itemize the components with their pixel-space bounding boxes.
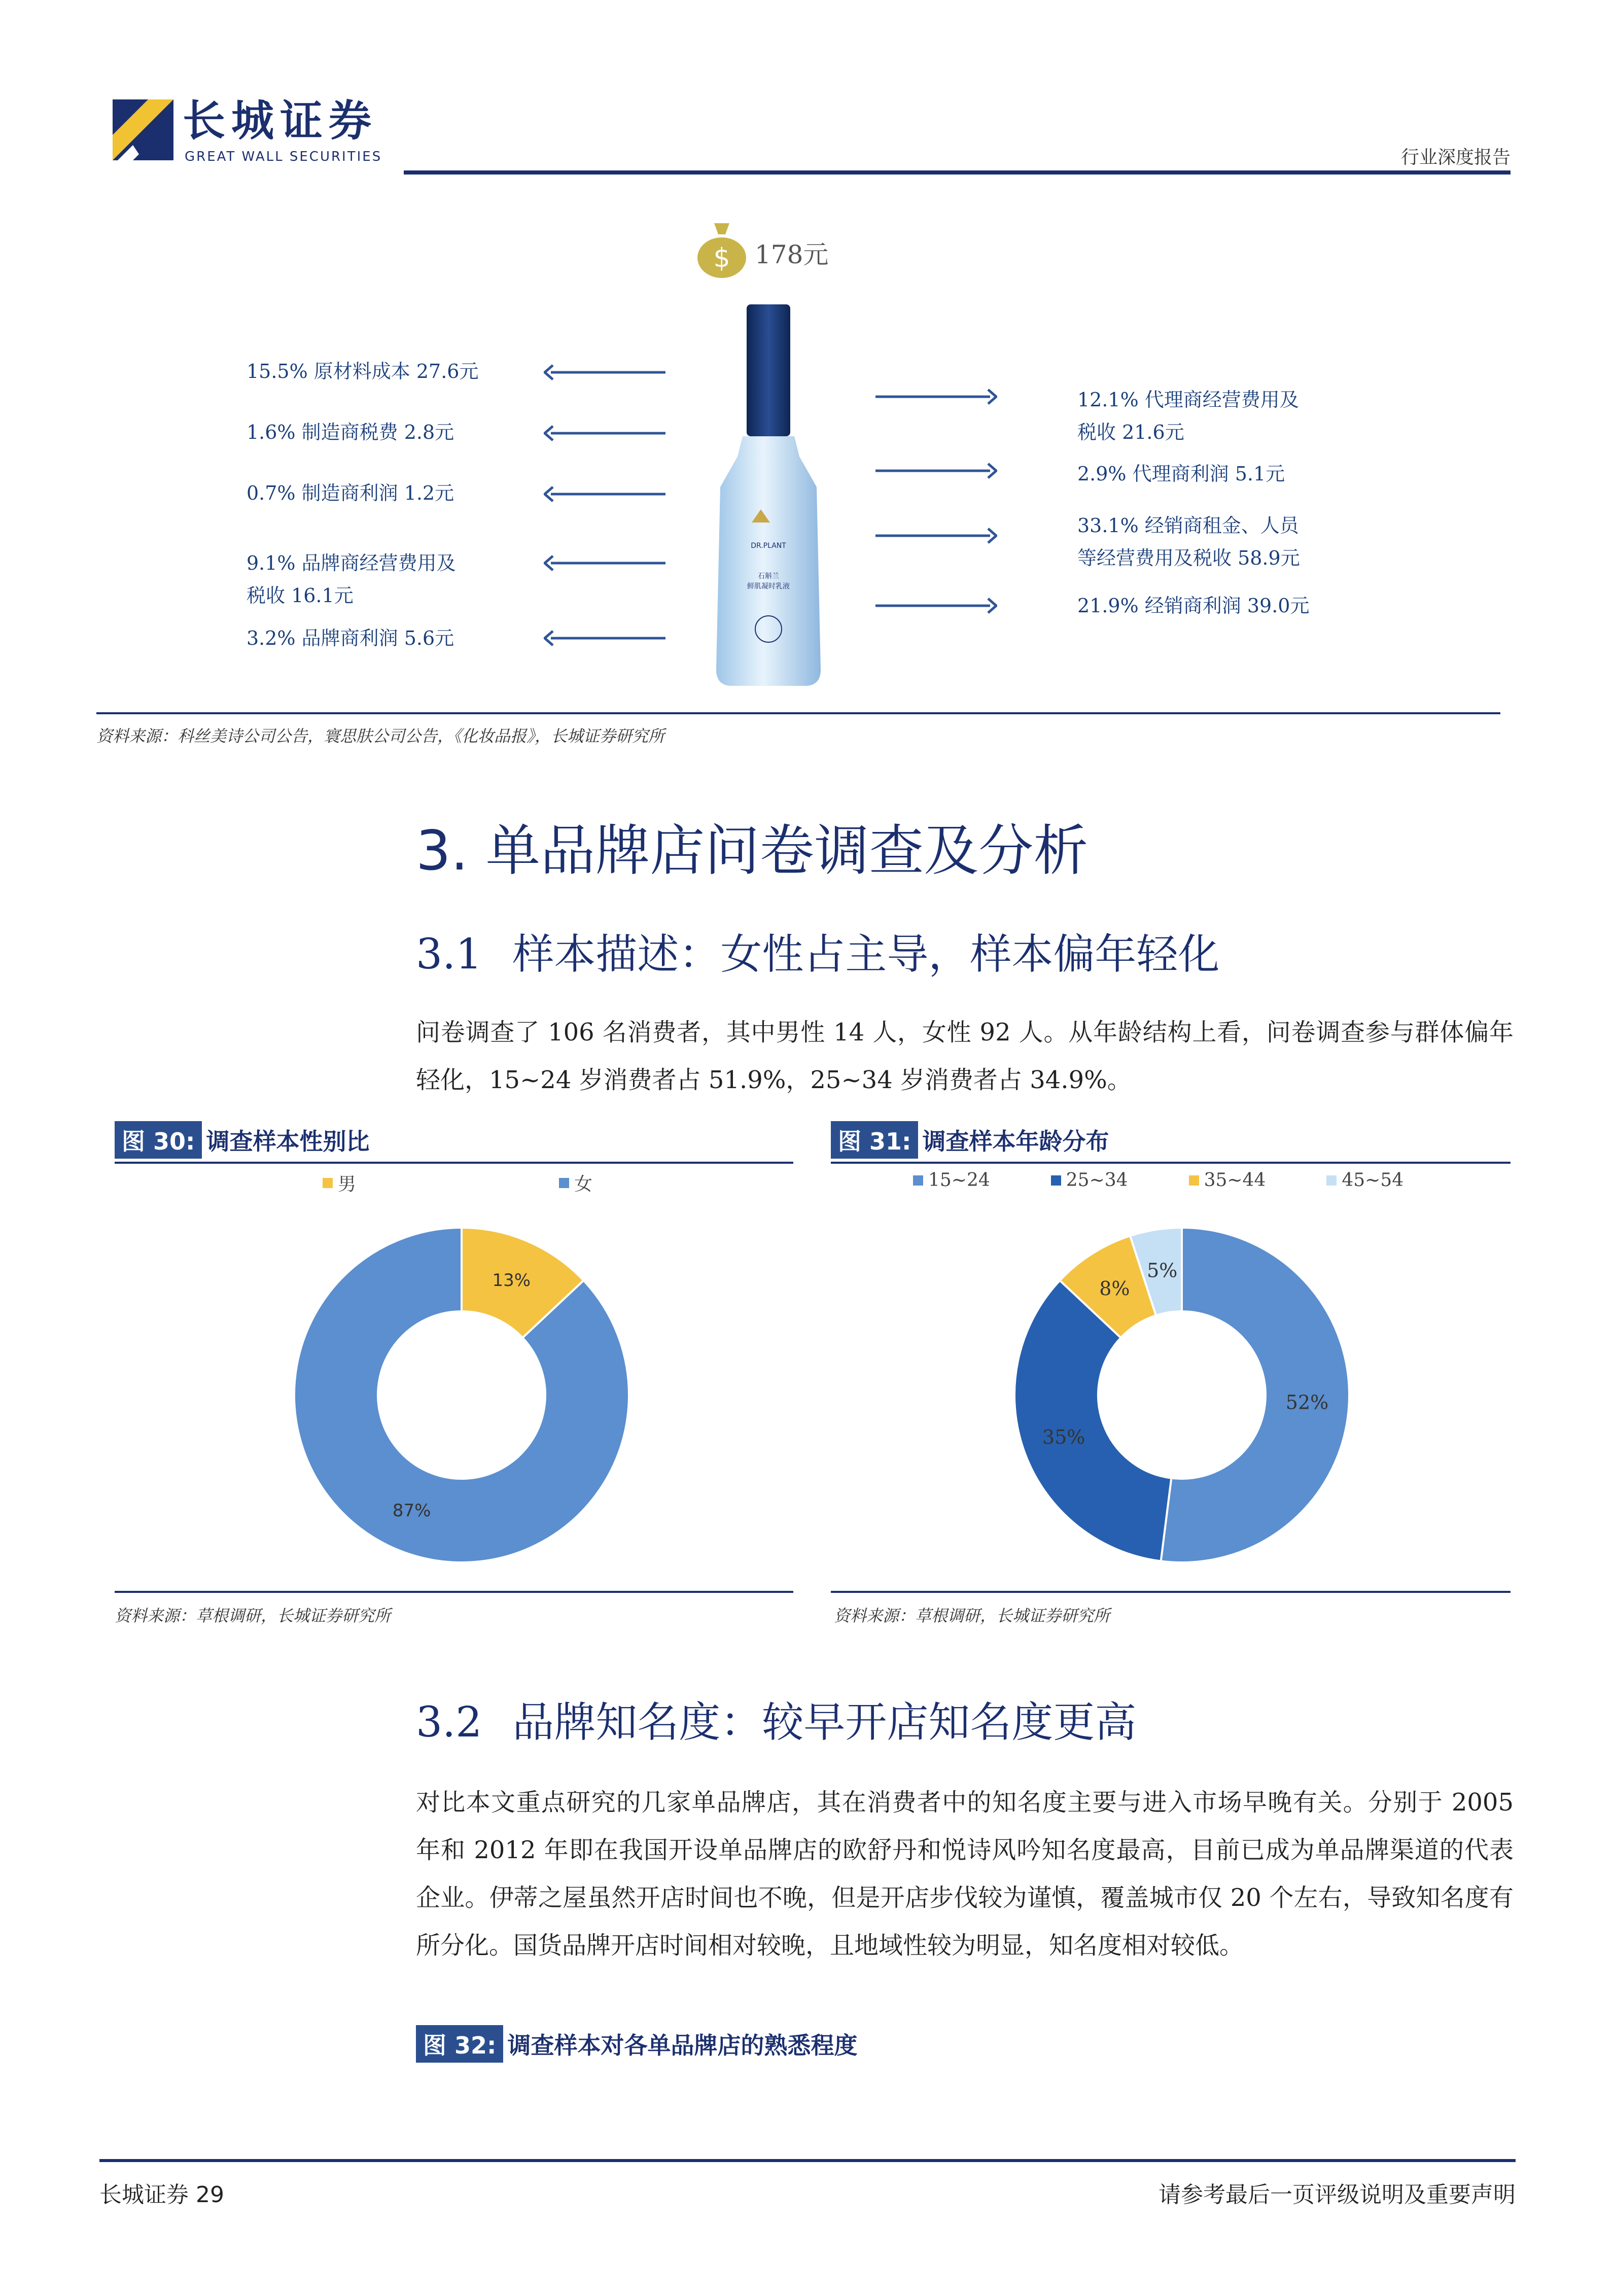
section-3-2-title: 品牌知名度：较早开店知名度更高 bbox=[512, 1698, 1137, 1747]
arrow-left-icon bbox=[544, 628, 665, 648]
section-3-title: 3. 单品牌店问卷调查及分析 bbox=[416, 819, 1089, 883]
figure-30-legend bbox=[323, 1170, 592, 1196]
legend-item-15-24 bbox=[913, 1170, 990, 1191]
footer-divider bbox=[99, 2159, 1516, 2162]
figure-30-source: 资料来源：草根调研，长城证券研究所 bbox=[115, 1606, 391, 1625]
figure-30-title: 调查样本性别比 bbox=[206, 1128, 370, 1155]
section-3-2-heading bbox=[416, 1689, 1136, 1749]
cost-item-left: 1.6% 制造商税费 2.8元 bbox=[247, 421, 454, 443]
age-donut-chart bbox=[1004, 1217, 1359, 1573]
arrow-left-icon bbox=[544, 362, 665, 382]
legend-item-female bbox=[559, 1170, 592, 1196]
gender-donut-chart bbox=[284, 1217, 639, 1573]
price-breakdown-infographic bbox=[0, 203, 1615, 720]
money-bag-icon bbox=[694, 218, 750, 279]
legend-swatch bbox=[1189, 1175, 1199, 1186]
donut-data-label: 13% bbox=[492, 1270, 531, 1291]
cost-item-right: 12.1% 代理商经营费用及 税收 21.6元 bbox=[1077, 389, 1299, 443]
legend-swatch bbox=[913, 1175, 923, 1186]
legend-item-male bbox=[323, 1170, 356, 1196]
section-3-2-number: 3.2 bbox=[416, 1698, 482, 1747]
figure-31-legend bbox=[913, 1170, 1403, 1191]
donut-slice bbox=[1014, 1280, 1171, 1561]
legend-swatch bbox=[559, 1178, 569, 1188]
legend-swatch bbox=[1326, 1175, 1337, 1186]
donut-data-label: 52% bbox=[1285, 1391, 1329, 1414]
cost-item-left: 3.2% 品牌商利润 5.6元 bbox=[247, 627, 454, 649]
figure-32-number: 图 32: bbox=[416, 2025, 503, 2063]
arrow-left-icon bbox=[544, 423, 665, 443]
cost-item-right: 2.9% 代理商利润 5.1元 bbox=[1077, 463, 1285, 485]
legend-item-35-44 bbox=[1189, 1170, 1266, 1191]
legend-label: 男 bbox=[338, 1174, 357, 1195]
donut-data-label: 35% bbox=[1042, 1425, 1085, 1448]
figure-30-label bbox=[115, 1121, 369, 1159]
donut-data-label: 87% bbox=[392, 1501, 431, 1521]
legend-label: 35~44 bbox=[1204, 1170, 1266, 1191]
arrow-right-icon bbox=[875, 596, 997, 616]
arrow-right-icon bbox=[875, 526, 997, 546]
cost-item-right: 33.1% 经销商租金、人员 等经营费用及税收 58.9元 bbox=[1077, 514, 1300, 569]
logo-text-en: GREAT WALL SECURITIES bbox=[185, 149, 382, 164]
legend-swatch bbox=[1051, 1175, 1061, 1186]
cost-item-left: 9.1% 品牌商经营费用及 税收 16.1元 bbox=[247, 552, 456, 607]
legend-label: 25~34 bbox=[1066, 1170, 1128, 1191]
section-3-1-heading bbox=[416, 921, 1219, 981]
logo-text-cn: 长城证券 bbox=[183, 96, 378, 146]
svg-text:鲜肌凝时乳液: 鲜肌凝时乳液 bbox=[747, 582, 790, 590]
legend-item-25-34 bbox=[1051, 1170, 1128, 1191]
legend-label: 女 bbox=[574, 1174, 593, 1195]
figure-30-top-rule bbox=[115, 1162, 793, 1164]
donut-data-label: 5% bbox=[1147, 1259, 1178, 1282]
section-3-2-paragraph: 对比本文重点研究的几家单品牌店，其在消费者中的知名度主要与进入市场早晚有关。分别于 2005 年和 2012 年即在我国开设单品牌店的欧舒丹和悦诗风吟知名度最高，目前已成为单品牌渠道的代表企业。伊蒂之屋虽然开店时间也不晚，但是开店步伐较为谨慎，覆盖城市仅 20 个左右，导致知名度有所分化。国货品牌开店时间相对较晚，且地域性较为明显，知名度相对较低。 bbox=[416, 1788, 1514, 1960]
source-divider bbox=[96, 712, 1500, 714]
figure-31-top-rule bbox=[831, 1162, 1511, 1164]
figure-30-bottom-rule bbox=[115, 1591, 793, 1593]
arrow-left-icon bbox=[544, 553, 665, 573]
figure-31-label bbox=[831, 1121, 1109, 1159]
bottle-brand: DR.PLANT bbox=[751, 542, 786, 550]
donut-data-label: 8% bbox=[1099, 1277, 1130, 1300]
section-3-1-number: 3.1 bbox=[416, 930, 482, 979]
cost-item-left: 15.5% 原材料成本 27.6元 bbox=[247, 360, 479, 382]
svg-text:石斛兰: 石斛兰 bbox=[758, 572, 779, 580]
figure-30-number: 图 30: bbox=[115, 1121, 202, 1159]
infographic-source: 资料来源：科丝美诗公司公告，寰思肤公司公告，《化妆品报》，长城证券研究所 bbox=[96, 726, 665, 746]
footer-page-number: 长城证券 29 bbox=[99, 2182, 224, 2208]
arrow-right-icon bbox=[875, 461, 997, 481]
cost-item-left: 0.7% 制造商利润 1.2元 bbox=[247, 482, 454, 504]
arrow-left-icon bbox=[544, 484, 665, 504]
figure-32-label bbox=[416, 2025, 857, 2063]
footer-disclaimer: 请参考最后一页评级说明及重要声明 bbox=[1158, 2182, 1516, 2208]
svg-text:$: $ bbox=[713, 243, 730, 273]
figure-31-source: 资料来源：草根调研，长城证券研究所 bbox=[834, 1606, 1110, 1625]
figure-31-title: 调查样本年龄分布 bbox=[922, 1128, 1109, 1155]
legend-item-45-54 bbox=[1326, 1170, 1403, 1191]
cost-item-right: 21.9% 经销商利润 39.0元 bbox=[1077, 595, 1310, 617]
figure-31-number: 图 31: bbox=[831, 1121, 918, 1159]
company-logo-icon bbox=[113, 99, 173, 160]
legend-swatch bbox=[323, 1178, 333, 1188]
figure-32-title: 调查样本对各单品牌店的熟悉程度 bbox=[507, 2032, 858, 2059]
product-bottle-image bbox=[710, 304, 827, 690]
section-3-1-paragraph: 问卷调查了 106 名消费者，其中男性 14 人，女性 92 人。从年龄结构上看，问卷调查参与群体偏年轻化，15~24 岁消费者占 51.9%，25~34 岁消费者占 34.9%。 bbox=[416, 1018, 1514, 1094]
retail-price: 178元 bbox=[755, 240, 829, 269]
legend-label: 45~54 bbox=[1342, 1170, 1404, 1191]
arrow-right-icon bbox=[875, 387, 997, 407]
legend-label: 15~24 bbox=[928, 1170, 990, 1191]
header-divider bbox=[404, 170, 1511, 175]
report-type: 行业深度报告 bbox=[1400, 147, 1511, 168]
section-3-1-title: 样本描述：女性占主导，样本偏年轻化 bbox=[512, 930, 1220, 979]
figure-31-bottom-rule bbox=[831, 1591, 1511, 1593]
